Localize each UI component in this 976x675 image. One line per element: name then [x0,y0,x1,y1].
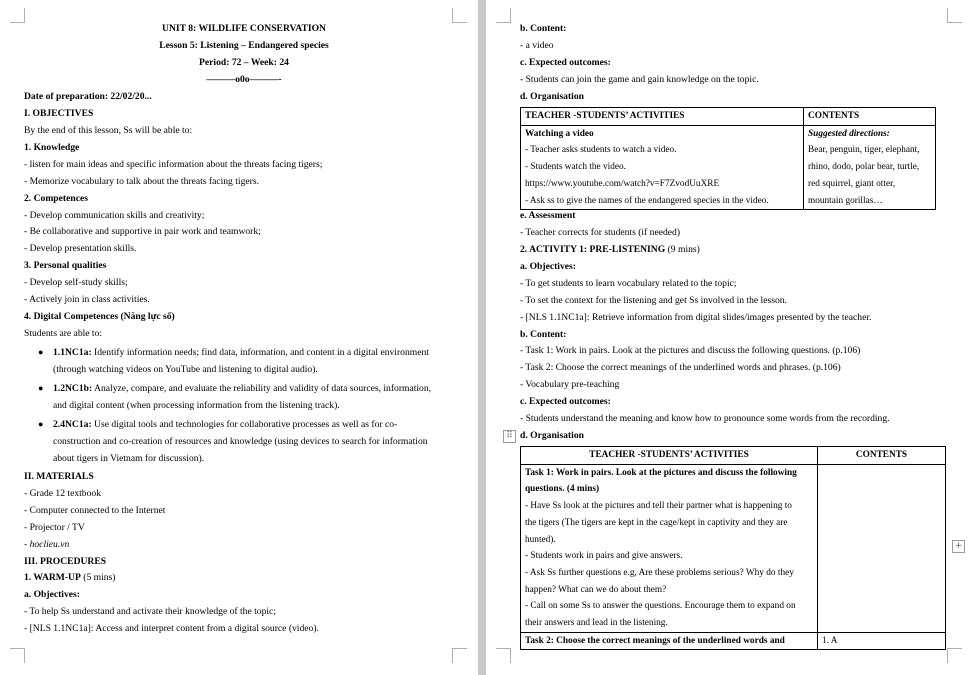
date-of-preparation: Date of preparation: 22/02/20... [24,91,152,102]
unit-title: UNIT 8: WILDLIFE CONSERVATION [162,23,326,34]
task1-contents-cell [818,464,946,632]
a1-objectives-heading: a. Objectives: [520,261,576,272]
task2-activities-cell [521,632,818,650]
digital-text: Analyze, compare, and evaluate the reliability and validity of data sources, information, [94,383,432,394]
a1-content-item: - Vocabulary pre-teaching [520,379,620,390]
activity1-heading [520,244,700,256]
knowledge-item: - listen for main ideas and specific information about the threats facing tigers; [24,159,323,170]
content-item: - a video [520,40,554,51]
content-line: mountain gorillas… [808,195,883,206]
a1-content-item: - Task 2: Choose the correct meanings of the underlined words and phrases. (p.106) [520,362,841,373]
competences-item: - Be collaborative and supportive in pair work and teamwork; [24,226,261,237]
digital-intro: Students are able to: [24,328,103,339]
warmup-objective: - To help Ss understand and activate their knowledge of the topic; [24,606,276,617]
qualities-heading: 3. Personal qualities [24,260,107,271]
video-link[interactable]: https://www.youtube.com/watch?v=F7ZvodUuXRE [525,178,720,189]
lesson-title: Lesson 5: Listening – Endangered species [159,40,329,51]
crop-mark-top-left [496,8,511,23]
digital-code: 2.4NC1a: [53,419,92,430]
digital-text: Use digital tools and technologies for collaborative processes as well as for co- [94,419,398,430]
a1-outcomes-heading: c. Expected outcomes: [520,396,611,407]
crop-mark-bottom-left [496,648,511,663]
crop-mark-top-left [10,8,25,23]
task1-line: hunted). [525,534,556,545]
warmup-objectives-heading: a. Objectives: [24,589,80,600]
table-header-contents: CONTENTS [818,447,946,465]
task1-line: - Students work in pairs and give answers. [525,551,683,562]
task2-answer: 1. A [822,635,838,646]
qualities-item: - Develop self-study skills; [24,277,128,288]
table-move-handle-icon[interactable]: ⠿ [503,430,516,443]
bullet-icon: ● [38,383,44,393]
task1-line: - Ask Ss further questions e.g, Are these problems serious? Why do they [525,567,794,578]
document-page-right [486,0,976,675]
a1-outcomes-item: - Students understand the meaning and know how to pronounce some words from the recording. [520,413,890,424]
a1-organisation-heading: d. Organisation [520,430,584,441]
table-header-activities: TEACHER -STUDENTS’ ACTIVITIES [521,447,818,465]
warmup-title: 1. WARM-UP [24,572,81,583]
digital-bullet-3-cont: construction and co-creation of resources and knowledge (using devices to search for information [53,436,428,447]
materials-item: - Computer connected to the Internet [24,505,166,516]
bullet-icon: ● [38,347,44,357]
a1-objective: - To set the context for the listening and get Ss involved in the lesson. [520,295,787,306]
procedures-heading: III. PROCEDURES [24,556,107,567]
activity-title: Watching a video [525,128,594,139]
task2-contents-cell [818,632,946,650]
digital-text: Identify information needs; find data, information, and content in a digital environment [94,347,429,358]
task1-line: the tigers (The tigers are kept in the cage/kept in captivity and they are [525,517,788,528]
digital-bullet-2-cont: and digital content (when processing information from the listening track). [53,400,340,411]
warmup-time: (5 mins) [80,572,116,583]
table-header-contents: CONTENTS [804,108,936,126]
digital-bullet-2 [53,383,431,395]
document-page-left [0,0,478,675]
digital-code: 1.2NC1b: [53,383,93,394]
a1-content-item: - Task 1: Work in pairs. Look at the pictures and discuss the following questions. (p.106) [520,345,861,356]
task1-activities-cell [521,464,818,632]
task1-line: their answers and lead in the listening. [525,618,668,629]
period-week: Period: 72 – Week: 24 [199,57,289,68]
digital-competences-heading: 4. Digital Competences (Năng lực số) [24,311,175,322]
outcomes-heading: c. Expected outcomes: [520,57,611,68]
content-line: Bear, penguin, tiger, elephant, [808,145,920,156]
title-divider: ———o0o———- [206,74,282,85]
task1-line: - Have Ss look at the pictures and tell their partner what is happening to [525,501,792,512]
assessment-heading: e. Assessment [520,210,576,221]
digital-bullet-1-cont: (through watching videos on YouTube and listening to digital audio). [53,364,318,375]
task1-title: Task 1: Work in pairs. Look at the pictures and discuss the following [525,467,797,478]
activity1-title: 2. ACTIVITY 1: PRE-LISTENING [520,244,666,255]
contents-cell [804,125,936,210]
crop-mark-top-right [947,8,962,23]
crop-mark-bottom-right [947,648,962,663]
task2-title: Task 2: Choose the correct meanings of the underlined words and [525,635,785,646]
qualities-item: - Actively join in class activities. [24,294,150,305]
a1-content-heading: b. Content: [520,329,567,340]
objectives-heading: I. OBJECTIVES [24,108,94,119]
bullet-icon: ● [38,419,44,429]
suggested-directions: Suggested directions: [808,128,890,139]
outcomes-item: - Students can join the game and gain knowledge on the topic. [520,74,759,85]
warmup-activity-table [520,107,936,210]
table-add-row-icon[interactable]: + [952,540,965,553]
content-line: red squirrel, giant otter, [808,178,896,189]
assessment-item: - Teacher corrects for students (if needed) [520,227,681,238]
task1-line: happen? What can we do about them? [525,584,667,595]
activity-line: - Teacher asks students to watch a video. [525,145,677,156]
task1-title: questions. (4 mins) [525,484,600,495]
materials-item: - Projector / TV [24,522,85,533]
competences-item: - Develop presentation skills. [24,243,137,254]
materials-heading: II. MATERIALS [24,471,94,482]
table-header-activities: TEACHER -STUDENTS’ ACTIVITIES [521,108,804,126]
warmup-heading [24,572,116,584]
content-heading: b. Content: [520,23,567,34]
content-line: rhino, dodo, polar bear, turtle, [808,162,920,173]
a1-objective: - To get students to learn vocabulary related to the topic; [520,278,737,289]
digital-bullet-3-cont: about tigers in Vietnam for discussion). [53,453,205,464]
digital-code: 1.1NC1a: [53,347,92,358]
knowledge-heading: 1. Knowledge [24,142,80,153]
materials-item: - hoclieu.vn [24,539,70,550]
digital-bullet-1 [53,347,429,359]
activities-cell [521,125,804,210]
digital-bullet-3 [53,419,397,431]
organisation-heading: d. Organisation [520,91,584,102]
objectives-intro: By the end of this lesson, Ss will be able to: [24,125,193,136]
crop-mark-top-right [452,8,467,23]
crop-mark-bottom-left [10,648,25,663]
pre-listening-activity-table [520,446,946,650]
competences-heading: 2. Competences [24,193,88,204]
materials-item: - Grade 12 textbook [24,488,101,499]
activity-line: - Ask ss to give the names of the endangered species in the video. [525,195,769,206]
warmup-objective: - [NLS 1.1NC1a]: Access and interpret content from a digital source (video). [24,623,319,634]
activity-line: - Students watch the video. [525,162,626,173]
activity1-time: (9 mins) [665,244,700,255]
competences-item: - Develop communication skills and creativity; [24,210,205,221]
a1-objective: - [NLS 1.1NC1a]: Retrieve information from digital slides/images presented by the teacher. [520,312,872,323]
knowledge-item: - Memorize vocabulary to talk about the threats facing tigers. [24,176,259,187]
crop-mark-bottom-right [452,648,467,663]
task1-line: - Call on some Ss to answer the questions. Encourage them to expand on [525,601,796,612]
